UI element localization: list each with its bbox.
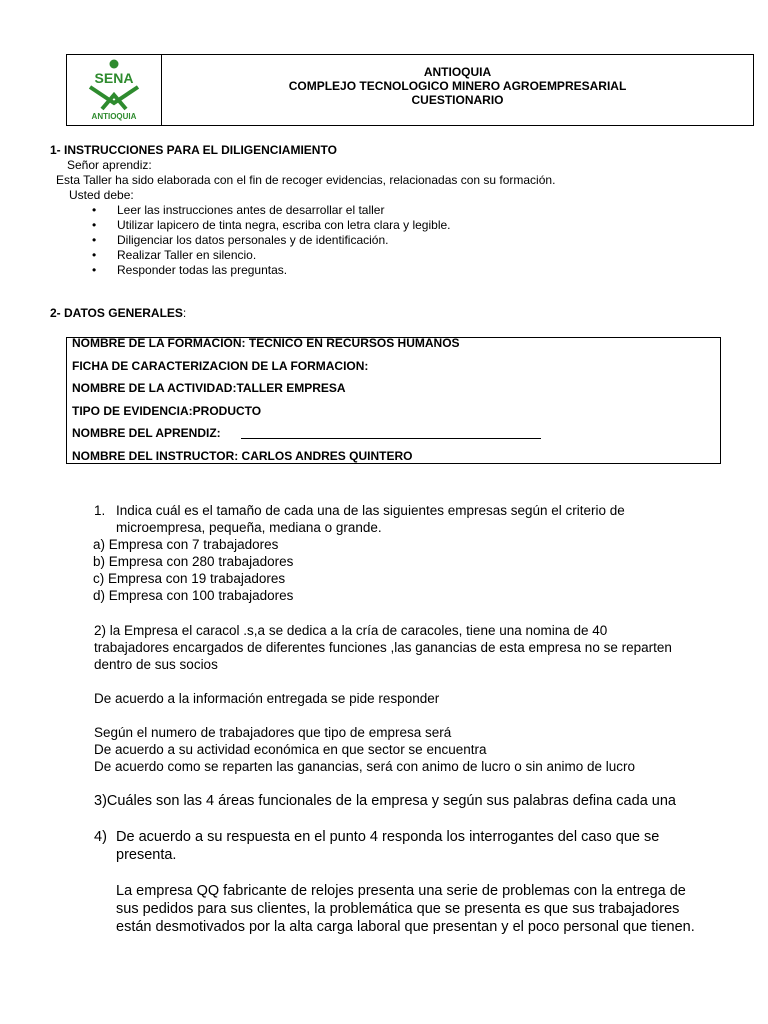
document-header	[66, 54, 754, 126]
datos-row: TIPO DE EVIDENCIA:PRODUCTO	[72, 403, 262, 418]
datos-heading-text: 2- DATOS GENERALES	[50, 306, 183, 320]
q2-prompt: De acuerdo a la información entregada se pide responder	[94, 691, 440, 706]
list-item: • Realizar Taller en silencio.	[117, 248, 555, 263]
question-2	[94, 622, 724, 775]
q4-text-b: presenta.	[116, 847, 177, 863]
q2-sub2: De acuerdo a su actividad económica en que sector se encuentra	[94, 742, 487, 757]
header-line2: COMPLEJO TECNOLOGICO MINERO AGROEMPRESARIAL	[288, 79, 627, 93]
logo-subtext: ANTIOQUIA	[91, 112, 137, 121]
datos-row: NOMBRE DEL INSTRUCTOR: CARLOS ANDRES QUINTERO	[72, 448, 413, 463]
datos-heading-colon: :	[182, 306, 187, 320]
q4-case-line: La empresa QQ fabricante de relojes presenta una serie de problemas con la entrega de	[116, 883, 686, 899]
header-line3: CUESTIONARIO	[411, 93, 504, 107]
list-item: • Diligenciar los datos personales y de identificación.	[117, 233, 555, 248]
q2-sub3: De acuerdo como se reparten las ganancias, será con animo de lucro o sin animo de lucro	[94, 759, 636, 774]
instructions-section	[50, 143, 555, 278]
aprendiz-label: NOMBRE DEL APRENDIZ:	[72, 426, 221, 440]
instructions-greeting: Señor aprendiz:	[67, 158, 152, 172]
datos-row: NOMBRE DE LA ACTIVIDAD:TALLER EMPRESA	[72, 381, 346, 395]
q1-option: a) Empresa con 7 trabajadores	[93, 537, 279, 552]
aprendiz-blank-line[interactable]	[241, 438, 541, 439]
q1-text-b: microempresa, pequeña, mediana o grande.	[116, 520, 382, 535]
question-1	[94, 502, 694, 604]
header-title	[162, 47, 753, 125]
q1-option: c) Empresa con 19 trabajadores	[93, 571, 286, 586]
q2-line3: dentro de sus socios	[94, 657, 218, 672]
q1-option: b) Empresa con 280 trabajadores	[93, 554, 294, 569]
q2-sub1: Según el numero de trabajadores que tipo de empresa será	[94, 725, 452, 740]
q4-number: 4)	[94, 829, 107, 845]
instructions-must: Usted debe:	[69, 188, 134, 202]
datos-heading	[50, 306, 186, 320]
instructions-intro: Esta Taller ha sido elaborada con el fin de recoger evidencias, relacionadas con su formación.	[56, 173, 556, 187]
list-item: • Leer las instrucciones antes de desarrollar el taller	[117, 203, 555, 218]
q4-text-a: De acuerdo a su respuesta en el punto 4 responda los interrogantes del caso que se	[116, 829, 660, 845]
q1-number: 1.	[94, 503, 106, 518]
q2-line2: trabajadores encargados de diferentes funciones ,las ganancias de esta empresa no se reparten	[94, 640, 672, 655]
q4-case-line: sus pedidos para sus clientes, la problemática que se presenta es que sus trabajadores	[116, 901, 680, 917]
sena-logo	[67, 55, 162, 125]
list-item: • Responder todas las preguntas.	[117, 263, 555, 278]
question-3: 3)Cuáles son las 4 áreas funcionales de la empresa y según sus palabras defina cada una	[94, 793, 676, 809]
instructions-list	[50, 203, 555, 278]
sena-logo-icon	[84, 59, 144, 111]
q4-case-line: están desmotivados por la alta carga laboral que presentan y el poco personal que tienen.	[116, 919, 695, 935]
question-4	[94, 828, 724, 936]
datos-row: FICHA DE CARACTERIZACION DE LA FORMACION:	[72, 358, 369, 373]
q1-text-a: Indica cuál es el tamaño de cada una de las siguientes empresas según el criterio de	[116, 503, 625, 518]
q2-line1: 2) la Empresa el caracol .s,a se dedica a la cría de caracoles, tiene una nomina de 40	[94, 623, 608, 638]
q1-option: d) Empresa con 100 trabajadores	[93, 588, 294, 603]
header-line1: ANTIOQUIA	[423, 65, 492, 79]
instructions-heading: 1- INSTRUCCIONES PARA EL DILIGENCIAMIENTO	[50, 143, 337, 157]
datos-row: NOMBRE DE LA FORMACION: TECNICO EN RECURSOS HUMANOS	[72, 336, 460, 350]
datos-row-aprendiz	[72, 426, 720, 449]
logo-text: SENA	[94, 70, 134, 86]
list-item: • Utilizar lapicero de tinta negra, escriba con letra clara y legible.	[117, 218, 555, 233]
datos-table	[66, 337, 721, 464]
